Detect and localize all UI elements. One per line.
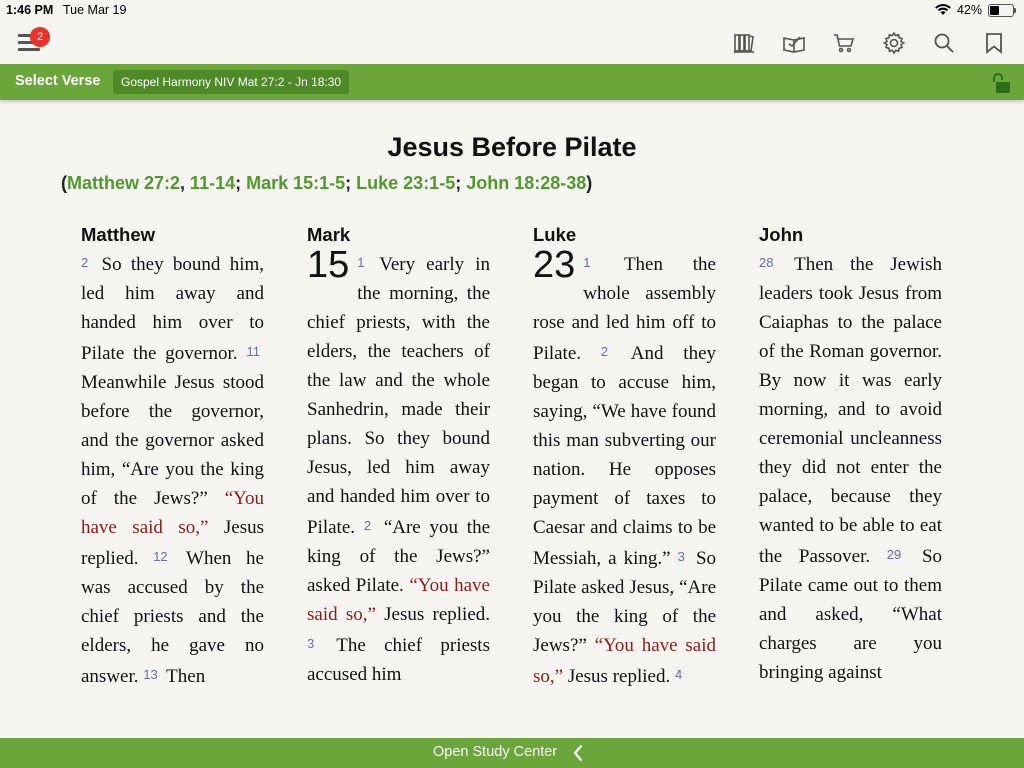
verse-number[interactable]: 2	[600, 344, 609, 359]
chevron-left-icon[interactable]	[572, 744, 584, 762]
verse-number[interactable]: 28	[759, 255, 774, 270]
ref-link[interactable]: 11-14	[190, 173, 236, 193]
battery-percent: 42%	[956, 3, 982, 17]
verse-text: Jesus replied.	[567, 666, 671, 687]
verse-bar	[0, 64, 1024, 100]
chapter-number: 15	[307, 244, 350, 286]
status-right	[935, 3, 1014, 17]
reading-plan-icon[interactable]	[781, 30, 807, 56]
wifi-icon	[935, 4, 951, 16]
ref-link[interactable]: Mark 15:1-5	[246, 173, 346, 193]
verse-number[interactable]: 29	[886, 547, 902, 562]
status-time: 1:46 PM	[6, 3, 54, 17]
ref-link[interactable]: Matthew 27:2	[67, 173, 181, 193]
battery-icon	[988, 4, 1014, 17]
resource-selector[interactable]: Gospel Harmony NIV Mat 27:2 - Jn 18:30	[113, 70, 349, 94]
verse-number[interactable]: 1	[357, 255, 365, 270]
verse-text: So Pilate came out to them and asked, “What charges are you bringing against	[759, 546, 943, 683]
notification-badge: 2	[30, 27, 50, 47]
words-of-jesus: “You have said so,”	[81, 488, 264, 538]
ref-link[interactable]: Luke 23:1-5	[356, 173, 456, 193]
verse-number[interactable]: 3	[307, 636, 315, 651]
verse-number[interactable]: 12	[153, 549, 168, 564]
column-heading: Mark	[307, 224, 351, 245]
verse-number[interactable]: 11	[246, 344, 260, 359]
words-of-jesus: “You have said so,”	[307, 575, 490, 625]
cart-icon[interactable]	[831, 30, 857, 56]
search-icon[interactable]	[931, 30, 957, 56]
verse-text: Then	[166, 666, 206, 687]
verse-text: The chief priests accused him	[307, 635, 490, 685]
verse-text: Very early in the morning, the chief priests, with the elders, the teachers of the law and the whole Sanhedrin, made their plans. So they bound Jesus, led him away and handed him over to Pilate.	[307, 254, 490, 538]
chapter-number: 23	[533, 244, 576, 286]
verse-text: So Pilate asked Jesus, “Are you the king of the Jews?”	[533, 548, 717, 656]
verse-text: Jesus replied.	[81, 517, 264, 569]
ref-link[interactable]: John 18:28-38	[466, 173, 587, 193]
column-matthew	[81, 222, 264, 691]
status-date: Tue Mar 19	[63, 3, 127, 17]
status-bar	[0, 0, 1024, 22]
verse-text: So they bound him, led him away and handed him over to Pilate the governor.	[81, 254, 264, 364]
verse-text: And they began to accuse him, saying, “We have found this man subverting our nation. He opposes payment of taxes to Caesar and claims to be Messiah, a king.”	[533, 343, 716, 569]
verse-text: “Are you the king of the Jews?” asked Pilate.	[307, 517, 491, 596]
column-mark	[307, 222, 490, 689]
column-john	[759, 222, 942, 687]
reading-pane[interactable]	[0, 100, 1024, 738]
gear-icon[interactable]	[881, 30, 907, 56]
column-heading: Luke	[533, 224, 577, 245]
words-of-jesus: “You have said so,”	[533, 635, 717, 687]
verse-text: When he was accused by the chief priests and the elders, he gave no answer.	[81, 548, 264, 687]
verse-number[interactable]: 13	[143, 667, 158, 682]
top-toolbar	[0, 22, 1024, 64]
column-heading: John	[759, 224, 804, 245]
reference-list: (Matthew 27:2, 11-14; Mark 15:1-5; Luke 23:1-5; John 18:28-38)	[61, 173, 593, 193]
verse-text: Jesus replied.	[384, 604, 491, 625]
page-title: Jesus Before Pilate	[387, 132, 637, 162]
verse-text: Then the Jewish leaders took Jesus from Caiaphas to the palace of the Roman governor. By now it was early morning, and to avoid ceremonial uncleanness they did not enter the palace, because they wanted to be able to eat the Passover.	[759, 254, 942, 567]
open-study-center-button[interactable]: Open Study Center	[433, 744, 558, 760]
column-heading: Matthew	[81, 224, 155, 245]
verse-text: Then the whole assembly rose and led him off to Pilate.	[533, 254, 716, 364]
verse-number[interactable]: 3	[677, 549, 685, 564]
bookmark-icon[interactable]	[981, 30, 1007, 56]
verse-number[interactable]: 1	[583, 255, 591, 270]
verse-number[interactable]: 2	[363, 518, 372, 533]
verse-text: Meanwhile Jesus stood before the governor, and the governor asked him, “Are you the king of the Jews?”	[81, 372, 264, 509]
verse-number[interactable]: 2	[81, 255, 89, 270]
library-icon[interactable]	[731, 30, 757, 56]
verse-number[interactable]: 4	[674, 667, 683, 682]
bottom-bar	[0, 738, 1024, 768]
select-verse-button[interactable]: Select Verse	[15, 73, 101, 89]
unlock-icon[interactable]	[990, 71, 1014, 95]
column-luke	[533, 222, 716, 691]
